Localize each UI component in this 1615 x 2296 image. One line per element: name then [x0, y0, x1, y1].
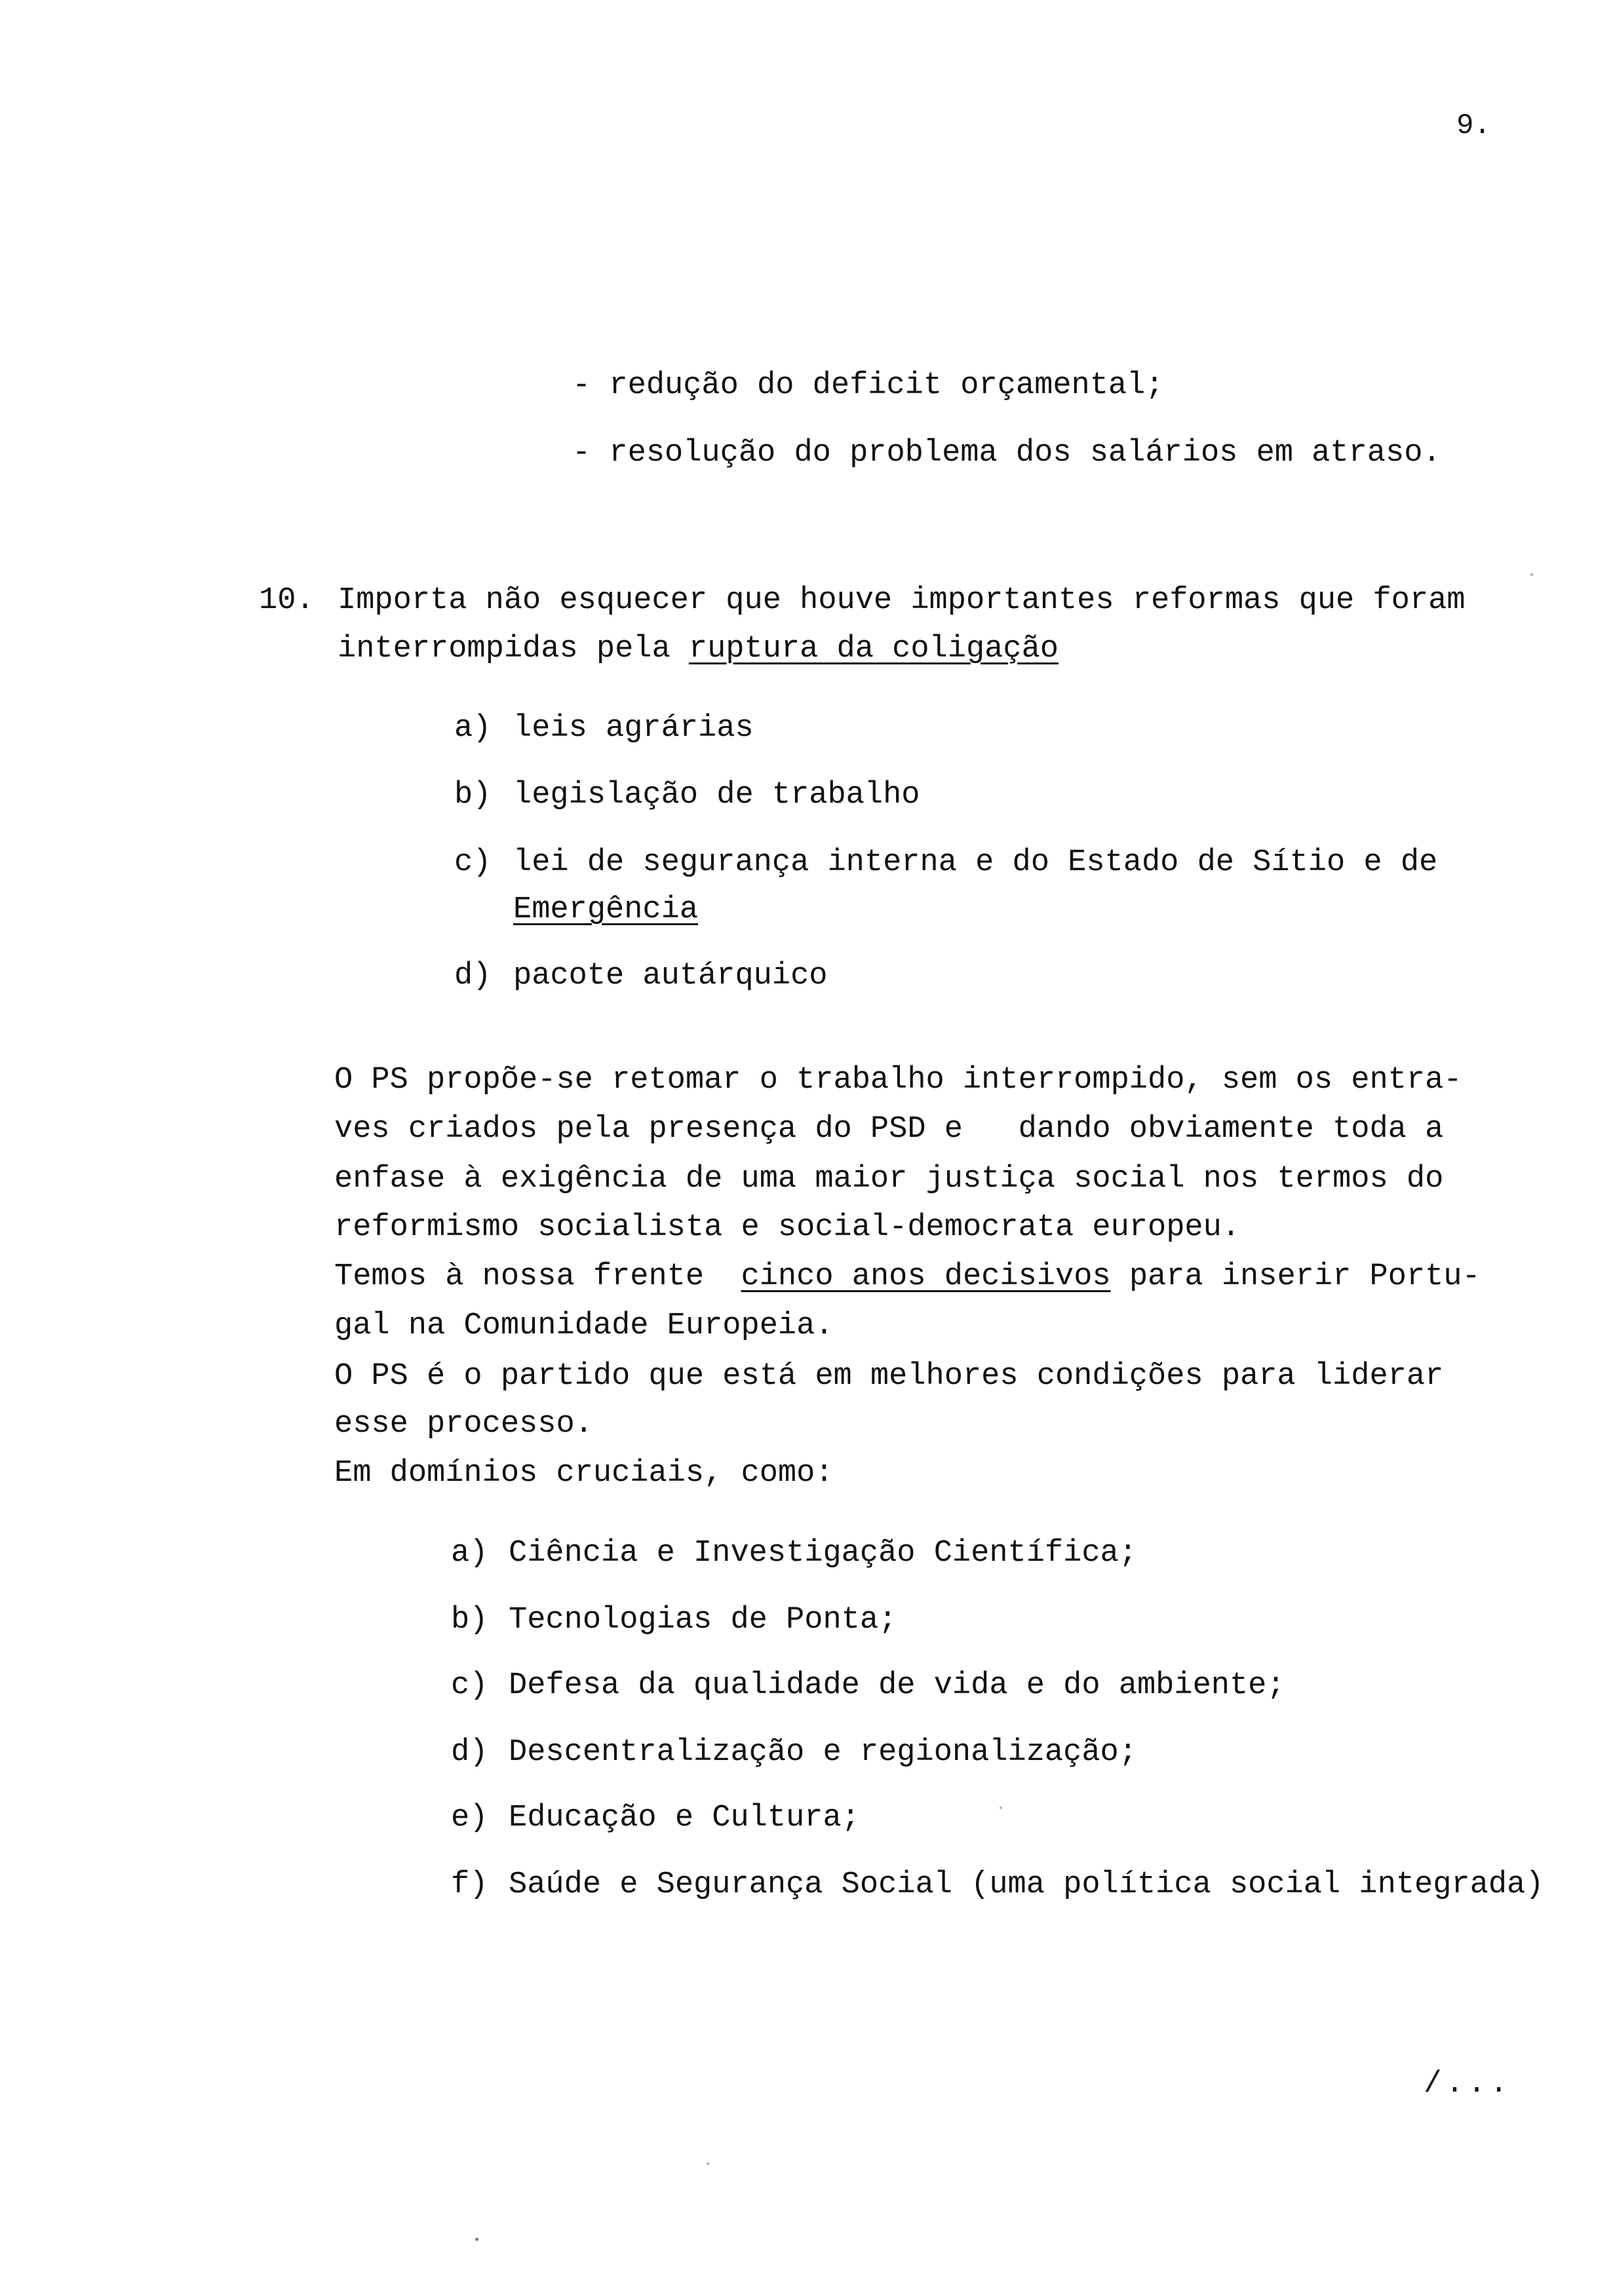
underlined-ruptura: ruptura da coligação	[688, 632, 1059, 666]
scan-speck	[1000, 1807, 1002, 1809]
scan-speck	[475, 2238, 478, 2241]
paragraph-line-7: O PS é o partido que está em melhores condições para liderar	[334, 1359, 1444, 1394]
paragraph-line-3: enfase à exigência de uma maior justiça social nos termos do	[334, 1162, 1444, 1196]
paragraph-line-4: reformismo socialista e social-democrata europeu.	[334, 1210, 1241, 1245]
dash-item-2: - resolução do problema dos salários em atraso.	[572, 436, 1441, 470]
paragraph-line-8: esse processo.	[334, 1407, 593, 1442]
scan-speck	[707, 2162, 709, 2165]
reform-label-b: b)	[454, 778, 492, 813]
domain-item-b: Tecnologias de Ponta;	[509, 1603, 897, 1637]
reform-label-a: a)	[454, 711, 492, 746]
domain-item-a: Ciência e Investigação Científica;	[509, 1536, 1137, 1571]
paragraph-line-2: ves criados pela presença do PSD e dando obviamente toda a	[334, 1112, 1444, 1147]
reform-item-d: pacote autárquico	[513, 959, 828, 993]
paragraph-line-9: Em domínios cruciais, como:	[334, 1456, 834, 1491]
scan-speck	[1530, 573, 1533, 576]
domain-item-f: Saúde e Segurança Social (uma política social integrada)	[509, 1867, 1544, 1902]
domain-label-a: a)	[451, 1536, 488, 1571]
reform-item-a: leis agrárias	[513, 711, 754, 746]
domain-label-d: d)	[451, 1735, 488, 1770]
continuation-mark: /...	[1424, 2067, 1512, 2101]
section-line-2	[338, 634, 1059, 664]
paragraph-line-5-prefix: Temos à nossa frente	[334, 1259, 741, 1294]
domain-item-d: Descentralização e regionalização;	[509, 1735, 1137, 1770]
domain-item-c: Defesa da qualidade de vida e do ambiente;	[509, 1668, 1285, 1703]
reform-item-c-cont: Emergência	[513, 892, 699, 927]
underlined-cinco-anos: cinco anos decisivos	[741, 1259, 1111, 1294]
paragraph-line-5-suffix: para inserir Portu-	[1110, 1259, 1481, 1294]
reform-label-d: d)	[454, 959, 492, 993]
domain-label-e: e)	[451, 1801, 488, 1835]
domain-label-c: c)	[451, 1668, 488, 1703]
section-line-2-prefix: interrompidas pela	[338, 632, 689, 666]
paragraph-line-1: O PS propõe-se retomar o trabalho interrompido, sem os entra-	[334, 1063, 1462, 1098]
reform-label-c: c)	[454, 845, 492, 880]
domain-item-e: Educação e Cultura;	[509, 1801, 860, 1835]
domain-label-b: b)	[451, 1603, 488, 1637]
section-line-1: Importa não esquecer que houve importantes reformas que foram	[338, 583, 1466, 618]
reform-item-b: legislação de trabalho	[513, 778, 920, 813]
dash-item-1: - redução do deficit orçamental;	[572, 368, 1164, 403]
reform-item-c: lei de segurança interna e do Estado de Sítio e de	[513, 845, 1438, 880]
domain-label-f: f)	[451, 1867, 488, 1902]
section-number: 10.	[259, 583, 315, 618]
page-number: 9.	[1456, 109, 1491, 142]
paragraph-line-6: gal na Comunidade Europeia.	[334, 1309, 834, 1343]
paragraph-line-5	[334, 1261, 1481, 1292]
